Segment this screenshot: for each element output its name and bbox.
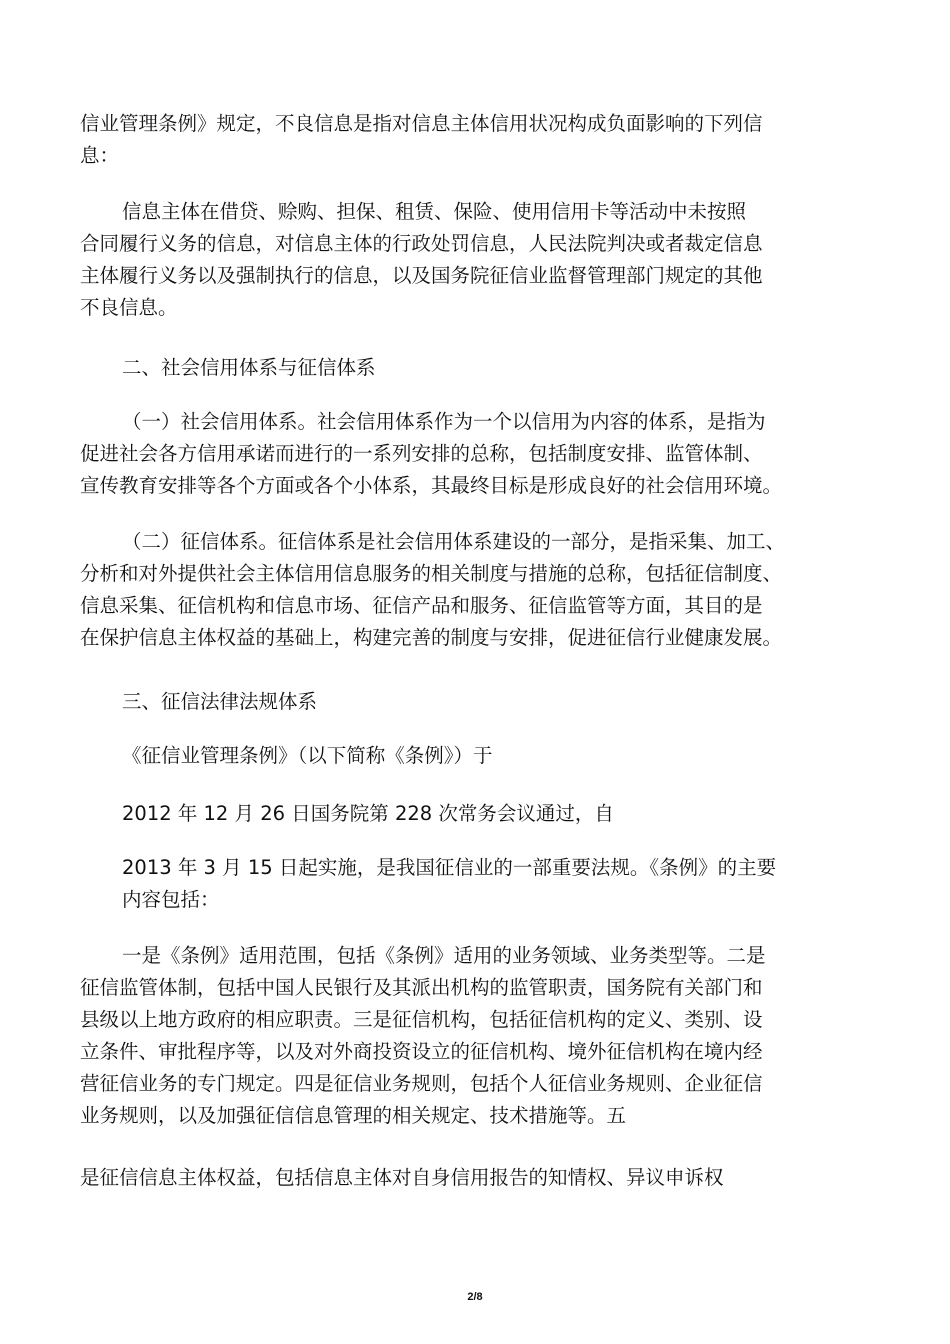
text-line: 信息采集、征信机构和信息市场、征信产品和服务、征信监管等方面，其目的是 xyxy=(80,594,763,617)
paragraph xyxy=(122,798,614,830)
text-line: 信业管理条例》规定，不良信息是指对信息主体信用状况构成负面影响的下列信 xyxy=(80,112,763,135)
text-line: 2013 年 3 月 15 日起实施，是我国征信业的一部重要法规。《条例》的主要 xyxy=(122,856,777,879)
paragraph xyxy=(80,406,782,502)
text-line: 征信监管体制，包括中国人民银行及其派出机构的监管职责，国务院有关部门和 xyxy=(80,976,763,999)
text-line: 营征信业务的专门规定。四是征信业务规则，包括个人征信业务规则、企业征信 xyxy=(80,1072,763,1095)
paragraph xyxy=(80,940,766,1132)
section-heading xyxy=(122,352,376,384)
text-line: 不良信息。 xyxy=(80,296,178,319)
paragraph xyxy=(122,740,493,772)
text-line: 业务规则，以及加强征信信息管理的相关规定、技术措施等。五 xyxy=(80,1104,627,1127)
paragraph xyxy=(80,526,785,654)
text-line: 宣传教育安排等各个方面或各个小体系，其最终目标是形成良好的社会信用环境。 xyxy=(80,474,783,497)
text-line: 促进社会各方信用承诺而进行的一系列安排的总称，包括制度安排、监管体制、 xyxy=(80,442,763,465)
section-heading xyxy=(122,686,317,718)
text-line: 二、社会信用体系与征信体系 xyxy=(122,356,376,379)
paragraph xyxy=(80,1162,724,1194)
text-line: （二）征信体系。征信体系是社会信用体系建设的一部分，是指采集、加工、 xyxy=(122,530,786,553)
paragraph xyxy=(80,852,776,916)
text-line: 立条件、审批程序等，以及对外商投资设立的征信机构、境外征信机构在境内经 xyxy=(80,1040,763,1063)
text-line: 三、征信法律法规体系 xyxy=(122,690,318,713)
text-line: 在保护信息主体权益的基础上，构建完善的制度与安排，促进征信行业健康发展。 xyxy=(80,626,783,649)
paragraph xyxy=(80,108,763,172)
text-line: 主体履行义务以及强制执行的信息，以及国务院征信业监督管理部门规定的其他 xyxy=(80,264,763,287)
text-line: 2012 年 12 月 26 日国务院第 228 次常务会议通过，自 xyxy=(122,802,614,825)
text-line: 内容包括： xyxy=(122,888,220,911)
text-line: 分析和对外提供社会主体信用信息服务的相关制度与措施的总称，包括征信制度、 xyxy=(80,562,783,585)
page-number: 2/8 xyxy=(467,1291,483,1303)
paragraph xyxy=(80,196,763,324)
text-line: 合同履行义务的信息，对信息主体的行政处罚信息，人民法院判决或者裁定信息 xyxy=(80,232,763,255)
text-line: 一是《条例》适用范围，包括《条例》适用的业务领域、业务类型等。二是 xyxy=(122,944,766,967)
text-line: 县级以上地方政府的相应职责。三是征信机构，包括征信机构的定义、类别、设 xyxy=(80,1008,763,1031)
text-line: （一）社会信用体系。社会信用体系作为一个以信用为内容的体系，是指为 xyxy=(122,410,766,433)
text-line: 是征信信息主体权益，包括信息主体对自身信用报告的知情权、异议申诉权 xyxy=(80,1166,724,1189)
text-line: 信息主体在借贷、赊购、担保、租赁、保险、使用信用卡等活动中未按照 xyxy=(122,200,747,223)
text-line: 《征信业管理条例》（以下简称《条例》）于 xyxy=(122,744,493,767)
text-line: 息： xyxy=(80,144,120,167)
